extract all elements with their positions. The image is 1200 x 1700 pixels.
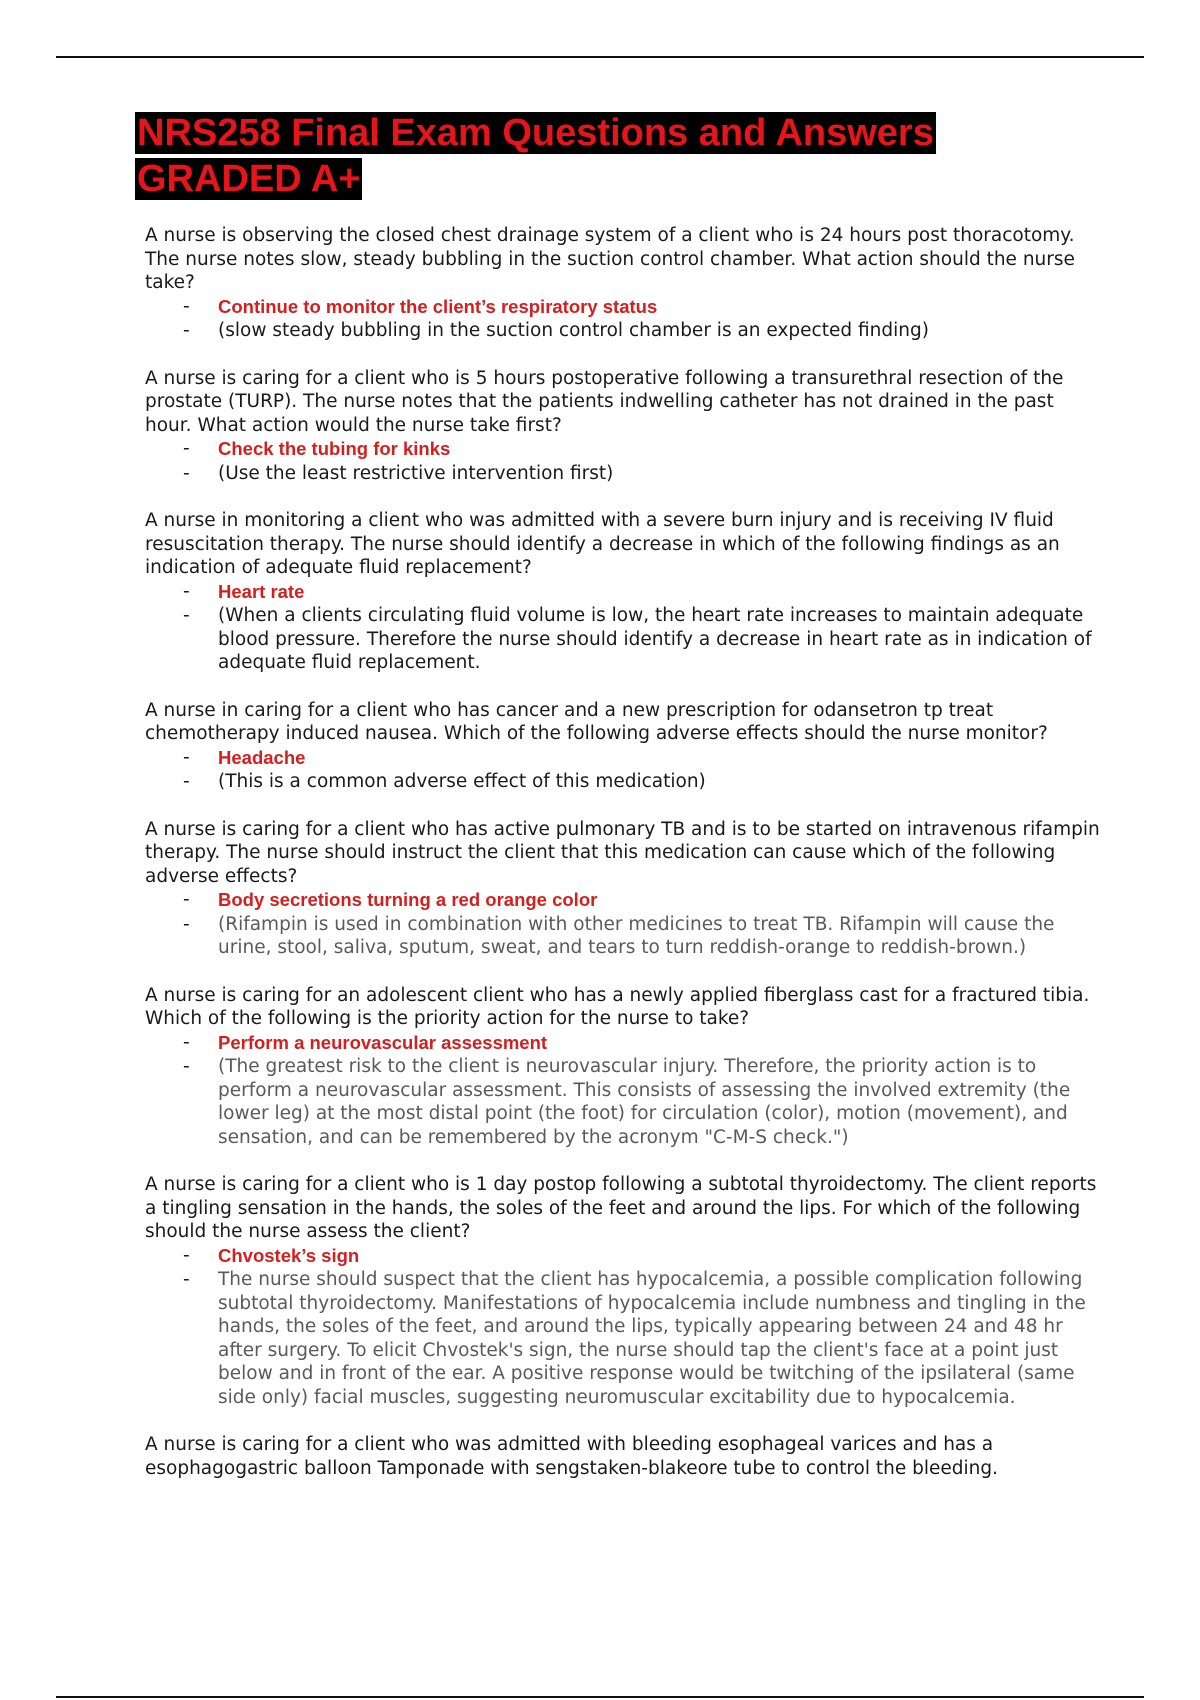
answer-item: - Check the tubing for kinks xyxy=(183,438,451,459)
question-block-6 xyxy=(145,984,1105,1150)
bottom-rule xyxy=(56,1696,1144,1698)
question-block-1 xyxy=(145,224,1105,343)
question-block-4 xyxy=(145,699,1105,794)
question-block-3 xyxy=(145,509,1105,675)
rationale-text: (Rifampin is used in combination with other medicines to treat TB. Rifampin will cause the urine, stool, saliva, sputum, sweat, and tears to turn reddish-orange to reddish-brown.) xyxy=(218,913,1055,958)
question-text: A nurse in monitoring a client who was admitted with a severe burn injury and is receiving IV fluid resuscitation therapy. The nurse should identify a decrease in which of the following findings as an indication of adequate fluid replacement? xyxy=(145,510,1060,578)
questions-list xyxy=(145,224,1105,1504)
answer-text: Heart rate xyxy=(218,580,305,602)
answer-item: - Perform a neurovascular assessment xyxy=(183,1031,548,1053)
answer-item: - Body secretions turning a red orange color xyxy=(183,889,598,910)
rationale-item: - The nurse should suspect that the client has hypocalcemia, a possible complication following subtotal thyroidectomy. Manifestations of hypocalcemia include numbness and tingling in the hands, the soles of the feet, and around the lips, typically appearing between 24 and 48 hr after surgery. To elicit Chvostek's sign, the nurse should tap the client's face at a point just below and in front of the ear. A positive response would be twitching of the ipsilateral (same side only) facial muscles, suggesting neuromuscular excitability due to hypocalcemia. xyxy=(183,1269,1086,1408)
answer-item: - Continue to monitor the client’s respiratory status xyxy=(183,295,658,317)
question-block-7 xyxy=(145,1173,1105,1409)
answer-text: Body secretions turning a red orange color xyxy=(218,889,598,910)
rationale-text: The nurse should suspect that the client has hypocalcemia, a possible complication following subtotal thyroidectomy. Manifestations of hypocalcemia include numbness and tingling in the hands, the soles of the feet, and around the lips, typically appearing between 24 and 48 hr after surgery. To elicit Chvostek's sign, the nurse should tap the client's face at a point just below and in front of the ear. A positive response would be twitching of the ipsilateral (same side only) facial muscles, suggesting neuromuscular excitability due to hypocalcemia. xyxy=(218,1269,1086,1408)
rationale-item: - (When a clients circulating fluid volume is low, the heart rate increases to maintain adequate blood pressure. Therefore the nurse should identify a decrease in heart rate as in indication of adequate fluid replacement. xyxy=(183,605,1092,673)
rationale-text: (This is a common adverse effect of this medication) xyxy=(218,771,706,792)
question-block-2 xyxy=(145,367,1105,486)
question-text: A nurse is caring for a client who is 5 hours postoperative following a transurethral resection of the prostate (TURP). The nurse notes that the patients indwelling catheter has not drained in the past hour. What action would the nurse take first? xyxy=(145,367,1064,436)
rationale-text: (The greatest risk to the client is neurovascular injury. Therefore, the priority action is to perform a neurovascular assessment. This consists of assessing the involved extremity (the lower leg) at the most distal point (the foot) for circulation (color), motion (movement), and sensation, and can be remembered by the acronym "C-M-S check.") xyxy=(218,1056,1071,1148)
rationale-item: - (The greatest risk to the client is neurovascular injury. Therefore, the priority action is to perform a neurovascular assessment. This consists of assessing the involved extremity (the lower leg) at the most distal point (the foot) for circulation (color), motion (movement), and sensation, and can be remembered by the acronym "C-M-S check.") xyxy=(183,1056,1071,1148)
question-text: A nurse is caring for a client who was admitted with bleeding esophageal varices and has a esophagogastric balloon Tamponade with sengstaken-blakeore tube to control the bleeding. xyxy=(145,1434,998,1479)
answer-text: Perform a neurovascular assessment xyxy=(218,1031,548,1053)
rationale-text: (When a clients circulating fluid volume is low, the heart rate increases to maintain adequate blood pressure. Therefore the nurse should identify a decrease in heart rate as in indication of adequate fluid replacement. xyxy=(218,605,1092,673)
rationale-item: - (slow steady bubbling in the suction control chamber is an expected finding) xyxy=(183,320,929,341)
rationale-text: (Use the least restrictive intervention first) xyxy=(218,462,614,484)
answer-item: - Chvostek’s sign xyxy=(183,1244,360,1266)
document-title: NRS258 Final Exam Questions and Answers GRADED A+ xyxy=(137,112,934,200)
question-text: A nurse is caring for a client who has active pulmonary TB and is to be started on intravenous rifampin therapy. The nurse should instruct the client that this medication can cause which of the following adverse effects? xyxy=(145,818,1100,887)
rationale-item: - (This is a common adverse effect of this medication) xyxy=(183,771,706,792)
rationale-text: (slow steady bubbling in the suction control chamber is an expected finding) xyxy=(218,320,929,341)
answer-item: - Heart rate xyxy=(183,580,305,602)
answer-text: Chvostek’s sign xyxy=(218,1244,360,1266)
question-text: A nurse is caring for an adolescent client who has a newly applied fiberglass cast for a fractured tibia. Which of the following is the priority action for the nurse to take? xyxy=(145,984,1090,1029)
rationale-item: - (Use the least restrictive intervention first) xyxy=(183,462,614,484)
question-text: A nurse is caring for a client who is 1 day postop following a subtotal thyroidectomy. The client reports a tingling sensation in the hands, the soles of the feet and around the lips. For which of the following should the nurse assess the client? xyxy=(145,1174,1097,1242)
top-rule xyxy=(56,56,1144,58)
answer-item: - Headache xyxy=(183,746,306,768)
question-text: A nurse in caring for a client who has cancer and a new prescription for odansetron tp treat chemotherapy induced nausea. Which of the following adverse effects should the nurse monitor? xyxy=(145,699,1048,744)
rationale-item: - (Rifampin is used in combination with other medicines to treat TB. Rifampin will cause the urine, stool, saliva, sputum, sweat, and tears to turn reddish-orange to reddish-brown.) xyxy=(183,913,1055,958)
question-block-5 xyxy=(145,818,1105,960)
answer-text: Headache xyxy=(218,746,306,768)
question-text: A nurse is observing the closed chest drainage system of a client who is 24 hours post thoracotomy. The nurse notes slow, steady bubbling in the suction control chamber. What action should the nurse take? xyxy=(145,225,1075,293)
answer-text: Continue to monitor the client’s respiratory status xyxy=(218,295,658,317)
question-block-8 xyxy=(145,1433,1105,1480)
answer-text: Check the tubing for kinks xyxy=(218,438,451,459)
